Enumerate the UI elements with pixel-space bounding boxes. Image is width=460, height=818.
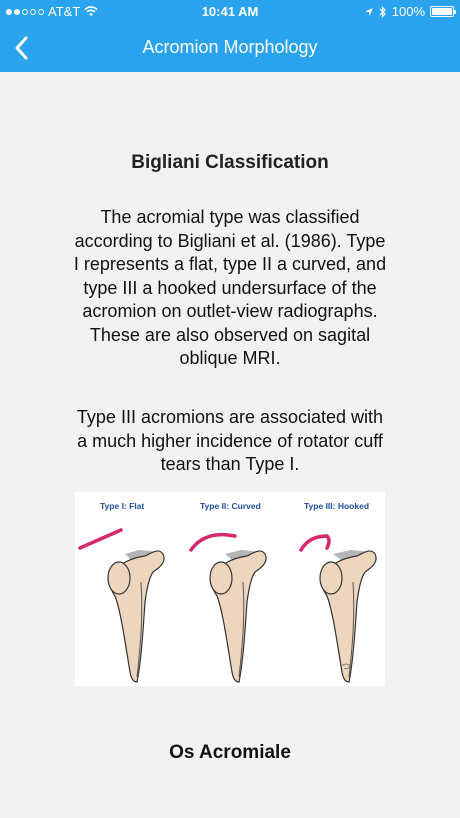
status-right <box>364 4 454 19</box>
type-ii-scapula-illustration <box>191 535 266 682</box>
clock: 10:41 AM <box>201 4 259 19</box>
battery-percentage: 100% <box>391 4 425 19</box>
navigation-bar <box>0 24 460 72</box>
os-acromiale-heading: Os Acromiale <box>169 742 291 763</box>
description-paragraph: The acromial type was classified according to Bigliani et al. (1986). Type I represents a flat, type II a curved, and type III a hooked undersurface of the acromion on outlet-view radiographs. These are also observed on sagital oblique MRI. <box>73 207 387 368</box>
type-iii-scapula-illustration <box>301 536 376 682</box>
battery-icon <box>430 6 454 17</box>
location-icon <box>364 7 374 17</box>
section-heading: Bigliani Classification <box>131 152 329 173</box>
content-scroll-area[interactable] <box>0 72 460 818</box>
type-iii-hooked-label: Type III: Hooked <box>304 501 370 511</box>
type-i-flat-label: Type I: Flat <box>100 501 145 511</box>
acromion-types-figure <box>75 492 385 686</box>
nav-title: Acromion Morphology <box>142 37 318 57</box>
scapula-illustrations <box>75 492 385 686</box>
carrier-name: AT&T <box>48 4 81 19</box>
clinical-note-paragraph: Type III acromions are associated with a much higher incidence of rotator cuff tears than Type I. <box>76 407 384 474</box>
scrolled-content-remnant <box>345 72 365 76</box>
bluetooth-icon <box>379 6 387 18</box>
status-bar <box>0 0 460 24</box>
type-i-scapula-illustration <box>80 530 164 682</box>
type-ii-curved-label: Type II: Curved <box>200 501 261 511</box>
